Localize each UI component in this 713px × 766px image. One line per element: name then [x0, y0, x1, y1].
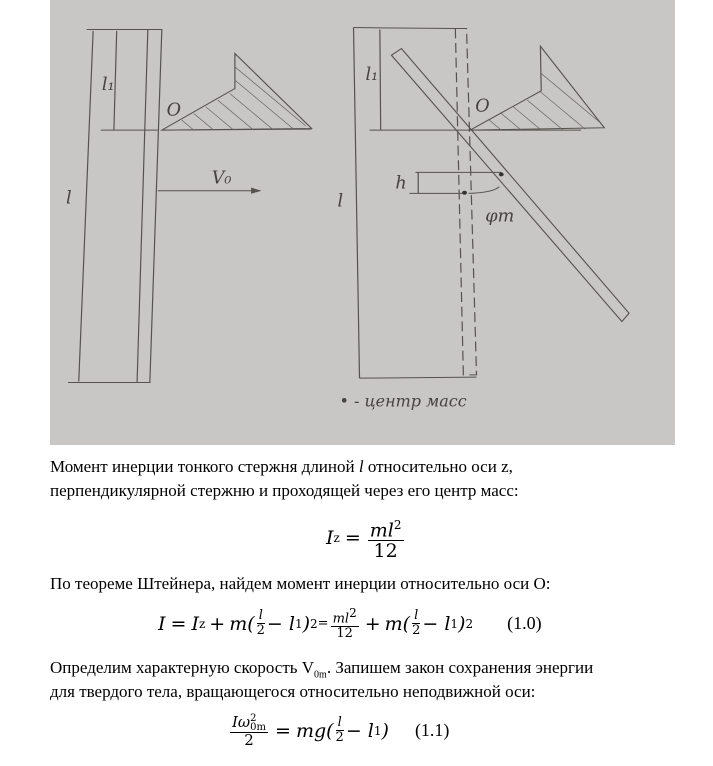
- label-v0: V₀: [211, 168, 232, 189]
- label-h: h: [395, 173, 407, 194]
- equation-number-1-0: (1.0): [507, 613, 542, 634]
- paragraph-4: Определим характерную скорость $V_{0m}$. Запишем закон сохранения энергии: [50, 658, 594, 681]
- paragraph-1: Момент инерции тонкого стержня длиной l относительно оси z,: [50, 457, 513, 476]
- label-l-left: l: [65, 188, 72, 209]
- label-l-right: l: [337, 191, 344, 212]
- diagram-photo: [50, 0, 675, 445]
- center-of-mass-vertical: [462, 191, 467, 195]
- dimension-l1-right: [380, 30, 381, 131]
- equation-number-1-1: (1.1): [414, 720, 450, 740]
- formula-energy: Iω 2 0m 2 = mg( $\frac{l}{2}$ − l 1 ) (1.1): [232, 713, 450, 749]
- deflected-rod: [391, 49, 629, 322]
- formula-iz: I z = $\frac{ml^2}{12}$: [326, 515, 406, 561]
- label-l1-left: l₁: [101, 75, 115, 96]
- left-support: [162, 54, 312, 131]
- vertical-rod-dashed: [455, 29, 476, 375]
- label-l1-right: l₁: [365, 65, 379, 86]
- left-rod: [137, 30, 162, 383]
- rod-diagram: [50, 0, 675, 445]
- paragraph-2: перпендикулярной стержню и проходящей через его центр масс:: [50, 481, 519, 500]
- right-support: [470, 46, 604, 130]
- dimension-l-left: [79, 31, 93, 382]
- paragraph-5: для твердого тела, вращающегося относительно неподвижной оси:: [50, 682, 536, 701]
- label-o-right: O: [475, 96, 490, 117]
- formula-steiner: I = I z + m( $\frac{l}{2}$ − l 1 ) 2 = $\frac{ml^2}{12}$ + m( $\frac{l}{2}$ − l 1 ) 2 (1.0): [158, 606, 542, 642]
- center-of-mass-deflected: [499, 172, 504, 176]
- label-o-left: O: [166, 100, 182, 121]
- legend-center-of-mass: • - центр масс: [339, 391, 467, 411]
- label-phi-m: φm: [485, 206, 515, 227]
- paragraph-3: По теореме Штейнера, найдем момент инерции относительно оси O:: [50, 574, 551, 593]
